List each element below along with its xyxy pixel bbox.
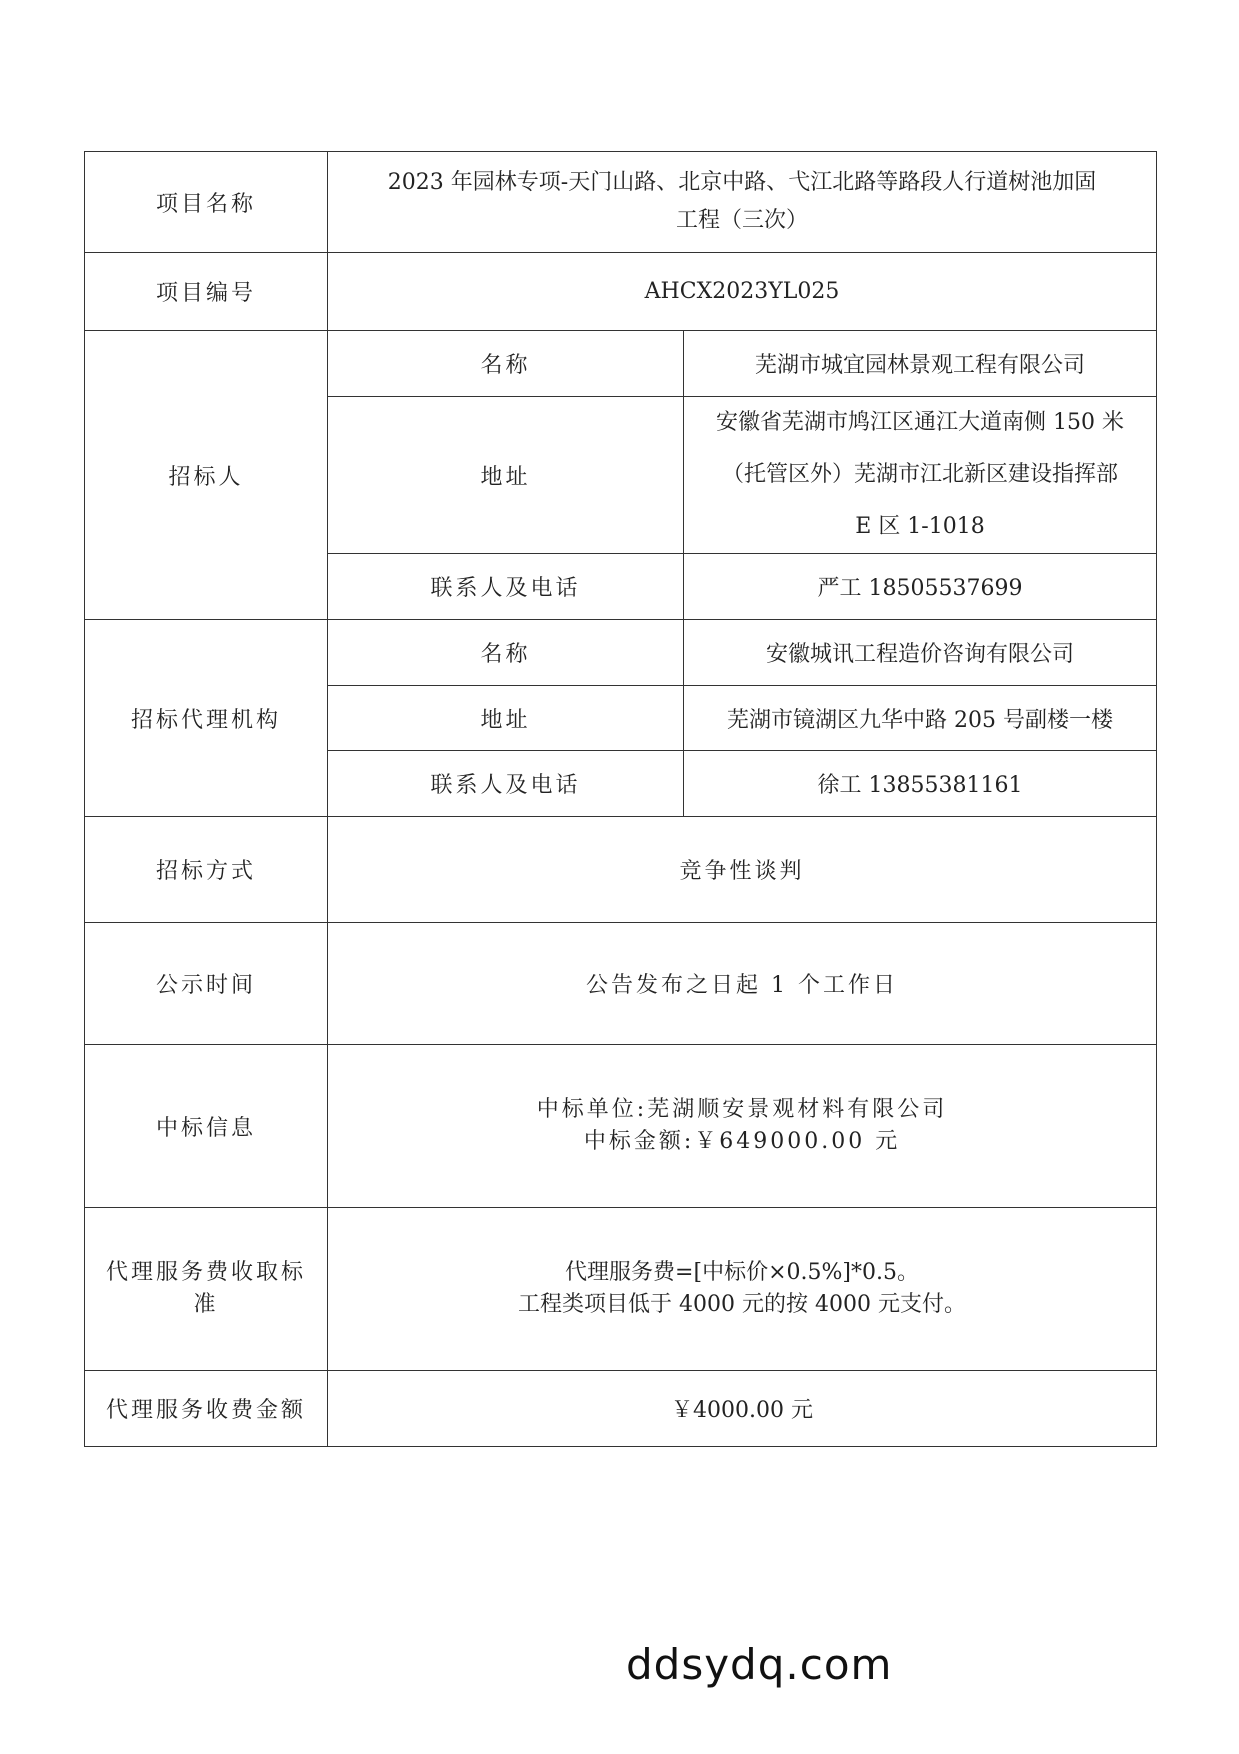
- tenderer-name-label: 名称: [328, 331, 684, 397]
- fee-standard-label-line1: 代理服务费收取标: [105, 1260, 306, 1285]
- tenderer-contact-label: 联系人及电话: [328, 554, 684, 620]
- award-winner: 中标单位:芜湖顺安景观材料有限公司: [536, 1097, 948, 1122]
- project-name-line2: 工程（三次）: [676, 208, 809, 233]
- row-method: [85, 817, 1157, 923]
- row-fee-standard: [85, 1208, 1157, 1371]
- tenderer-address-line2: （托管区外）芜湖市江北新区建设指挥部: [722, 462, 1119, 487]
- project-code-label: 项目编号: [85, 253, 328, 331]
- fee-standard-label: [85, 1208, 328, 1371]
- tenderer-address-value: [684, 397, 1157, 554]
- method-value: 竞争性谈判: [328, 817, 1157, 923]
- project-name-line1: 2023 年园林专项-天门山路、北京中路、弋江北路等路段人行道树池加固: [387, 170, 1097, 195]
- agency-address-value: 芜湖市镜湖区九华中路 205 号副楼一楼: [684, 686, 1157, 751]
- row-project-name: [85, 152, 1157, 253]
- publicity-value: 公告发布之日起 1 个工作日: [328, 923, 1157, 1045]
- watermark-text: ddsydq.com: [626, 1640, 893, 1689]
- tenderer-address-line3: E 区 1-1018: [855, 514, 985, 539]
- agency-name-value: 安徽城讯工程造价咨询有限公司: [684, 620, 1157, 686]
- fee-standard-value: [328, 1208, 1157, 1371]
- method-label: 招标方式: [85, 817, 328, 923]
- project-code-value: AHCX2023YL025: [328, 253, 1157, 331]
- tenderer-address-line1: 安徽省芜湖市鸠江区通江大道南侧 150 米: [716, 410, 1124, 435]
- bid-result-table: [84, 151, 1157, 1447]
- tenderer-label: 招标人: [85, 331, 328, 620]
- fee-amount-label: 代理服务收费金额: [85, 1371, 328, 1447]
- project-name-value: [328, 152, 1157, 253]
- row-fee-amount: [85, 1371, 1157, 1447]
- row-publicity: [85, 923, 1157, 1045]
- tenderer-contact-value: 严工 18505537699: [684, 554, 1157, 620]
- row-tenderer-name: [85, 331, 1157, 397]
- tenderer-address-label: 地址: [328, 397, 684, 554]
- fee-standard-formula: 代理服务费=[中标价×0.5%]*0.5。: [565, 1260, 919, 1285]
- fee-standard-label-line2: 准: [193, 1292, 219, 1317]
- award-label: 中标信息: [85, 1045, 328, 1208]
- agency-contact-label: 联系人及电话: [328, 751, 684, 817]
- project-name-label: 项目名称: [85, 152, 328, 253]
- agency-address-label: 地址: [328, 686, 684, 751]
- row-agency-name: [85, 620, 1157, 686]
- row-award: [85, 1045, 1157, 1208]
- fee-amount-value: ￥4000.00 元: [328, 1371, 1157, 1447]
- publicity-label: 公示时间: [85, 923, 328, 1045]
- tenderer-name-value: 芜湖市城宜园林景观工程有限公司: [684, 331, 1157, 397]
- agency-label: 招标代理机构: [85, 620, 328, 817]
- award-value: [328, 1045, 1157, 1208]
- row-project-code: [85, 253, 1157, 331]
- award-amount: 中标金额:￥649000.00 元: [583, 1129, 901, 1154]
- agency-contact-value: 徐工 13855381161: [684, 751, 1157, 817]
- fee-standard-minimum: 工程类项目低于 4000 元的按 4000 元支付。: [518, 1292, 966, 1317]
- agency-name-label: 名称: [328, 620, 684, 686]
